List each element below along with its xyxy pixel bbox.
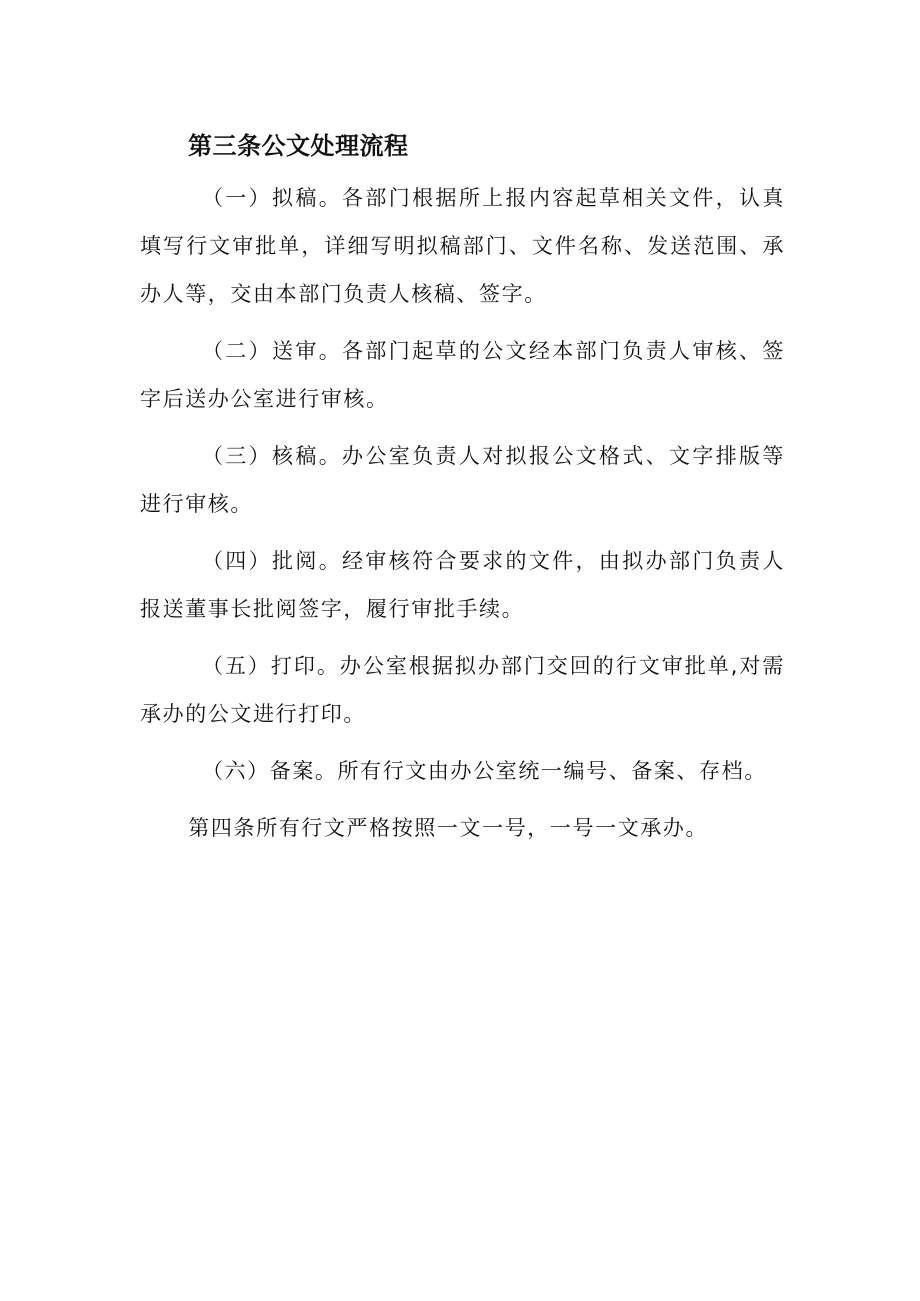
paragraph-drafting: （一）拟稿。各部门根据所上报内容起草相关文件，认真填写行文审批单，详细写明拟稿部门、文件名称、发送范围、承办人等，交由本部门负责人核稿、签字。 bbox=[140, 186, 785, 306]
paragraph-article-four: 第四条所有行文严格按照一文一号，一号一文承办。 bbox=[188, 816, 709, 840]
paragraph-approval: （四）批阅。经审核符合要求的文件，由拟办部门负责人报送董事长批阅签字，履行审批手续。 bbox=[140, 549, 785, 621]
paragraph-proofing: （三）核稿。办公室负责人对拟报公文格式、文字排版等进行审核。 bbox=[140, 444, 785, 516]
paragraph-printing: （五）打印。办公室根据拟办部门交回的行文审批单,对需承办的公文进行打印。 bbox=[140, 654, 785, 726]
paragraph-review-submission: （二）送审。各部门起草的公文经本部门负责人审核、签字后送办公室进行审核。 bbox=[140, 339, 785, 411]
paragraph-filing: （六）备案。所有行文由办公室统一编号、备案、存档。 bbox=[201, 759, 767, 783]
section-heading: 第三条公文处理流程 bbox=[188, 132, 409, 160]
document-body bbox=[140, 126, 785, 861]
